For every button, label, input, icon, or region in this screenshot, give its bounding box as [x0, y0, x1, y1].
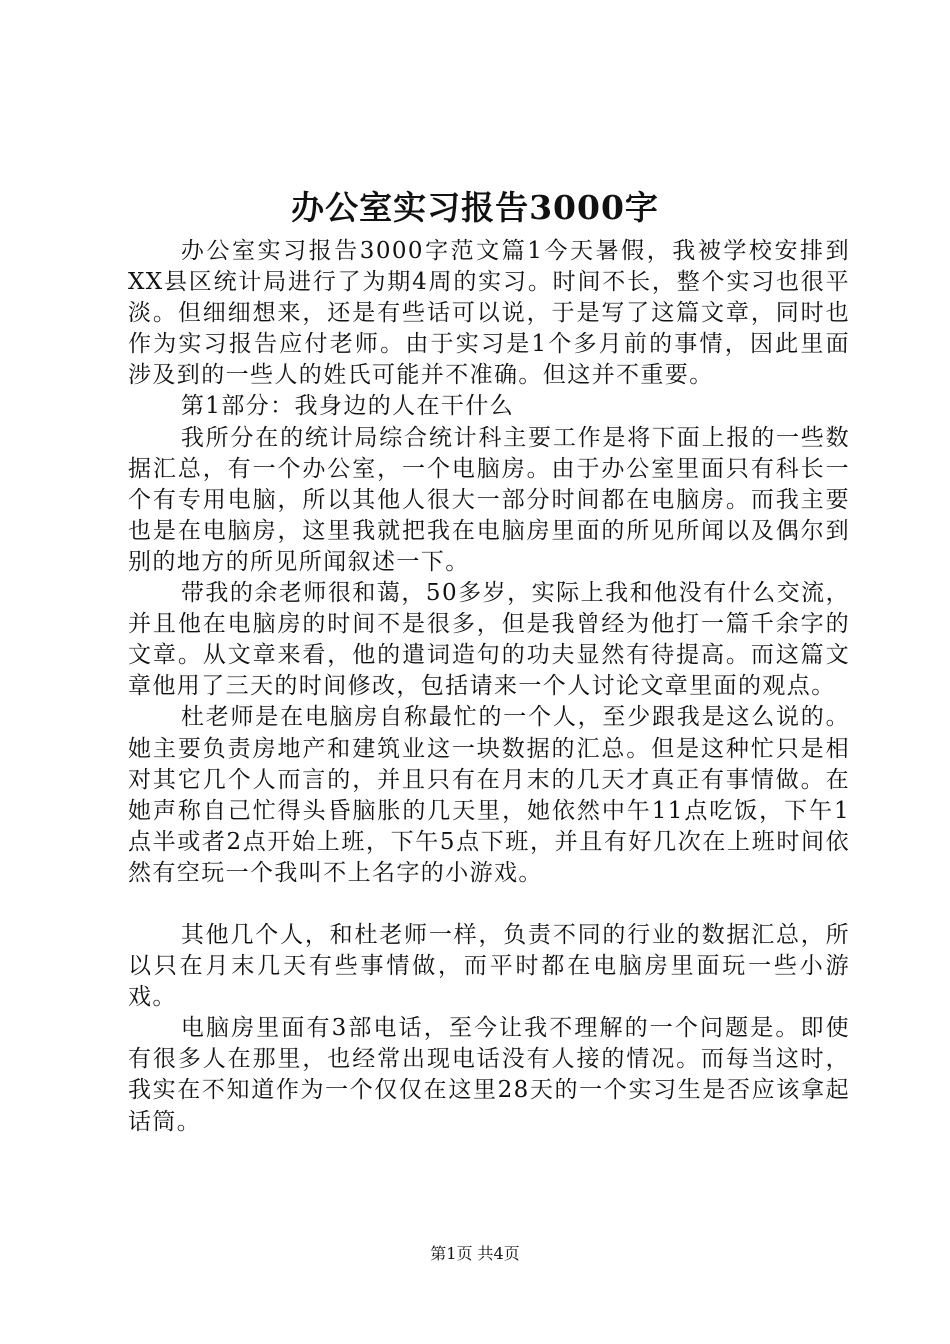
document-body [128, 236, 850, 1138]
paragraph: 我所分在的统计局综合统计科主要工作是将下面上报的一些数据汇总，有一个办公室，一个电脑房。由于办公室里面只有科长一个有专用电脑，所以其他人很大一部分时间都在电脑房。而我主要也是在电脑房，这里我就把我在电脑房里面的所见所闻以及偶尔到别的地方的所见所闻叙述一下。 [128, 424, 850, 575]
paragraph: 带我的余老师很和蔼，50多岁，实际上我和他没有什么交流，并且他在电脑房的时间不是很多，但是我曾经为他打一篇千余字的文章。从文章来看，他的遣词造句的功夫显然有待提高。而这篇文章他用了三天的时间修改，包括请来一个人讨论文章里面的观点。 [128, 580, 850, 700]
document-title: 办公室实习报告3000字 [291, 188, 659, 227]
page-footer: 第1页 共4页 [430, 1244, 520, 1263]
paragraph: 其他几个人，和杜老师一样，负责不同的行业的数据汇总，所以只在月末几天有些事情做，而平时都在电脑房里面玩一些小游戏。 [128, 921, 850, 1011]
section-heading: 第1部分：我身边的人在干什么 [180, 393, 515, 420]
paragraph: 电脑房里面有3部电话，至今让我不理解的一个问题是。即使有很多人在那里，也经常出现电话没有人接的情况。而每当这时，我实在不知道作为一个仅仅在这里28天的一个实习生是否应该拿起话筒。 [128, 1015, 850, 1135]
paragraph: 杜老师是在电脑房自称最忙的一个人，至少跟我是这么说的。她主要负责房地产和建筑业这一块数据的汇总。但是这种忙只是相对其它几个人而言的，并且只有在月末的几天才真正有事情做。在她声称自己忙得头昏脑胀的几天里，她依然中午11点吃饭，下午1点半或者2点开始上班，下午5点下班，并且有好几次在上班时间依然有空玩一个我叫不上名字的小游戏。 [128, 704, 850, 886]
paragraph: 办公室实习报告3000字范文篇1今天暑假，我被学校安排到XX县区统计局进行了为期4周的实习。时间不长，整个实习也很平淡。但细细想来，还是有些话可以说，于是写了这篇文章，同时也作为实习报告应付老师。由于实习是1个多月前的事情，因此里面涉及到的一些人的姓氏可能并不准确。但这并不重要。 [128, 238, 850, 389]
